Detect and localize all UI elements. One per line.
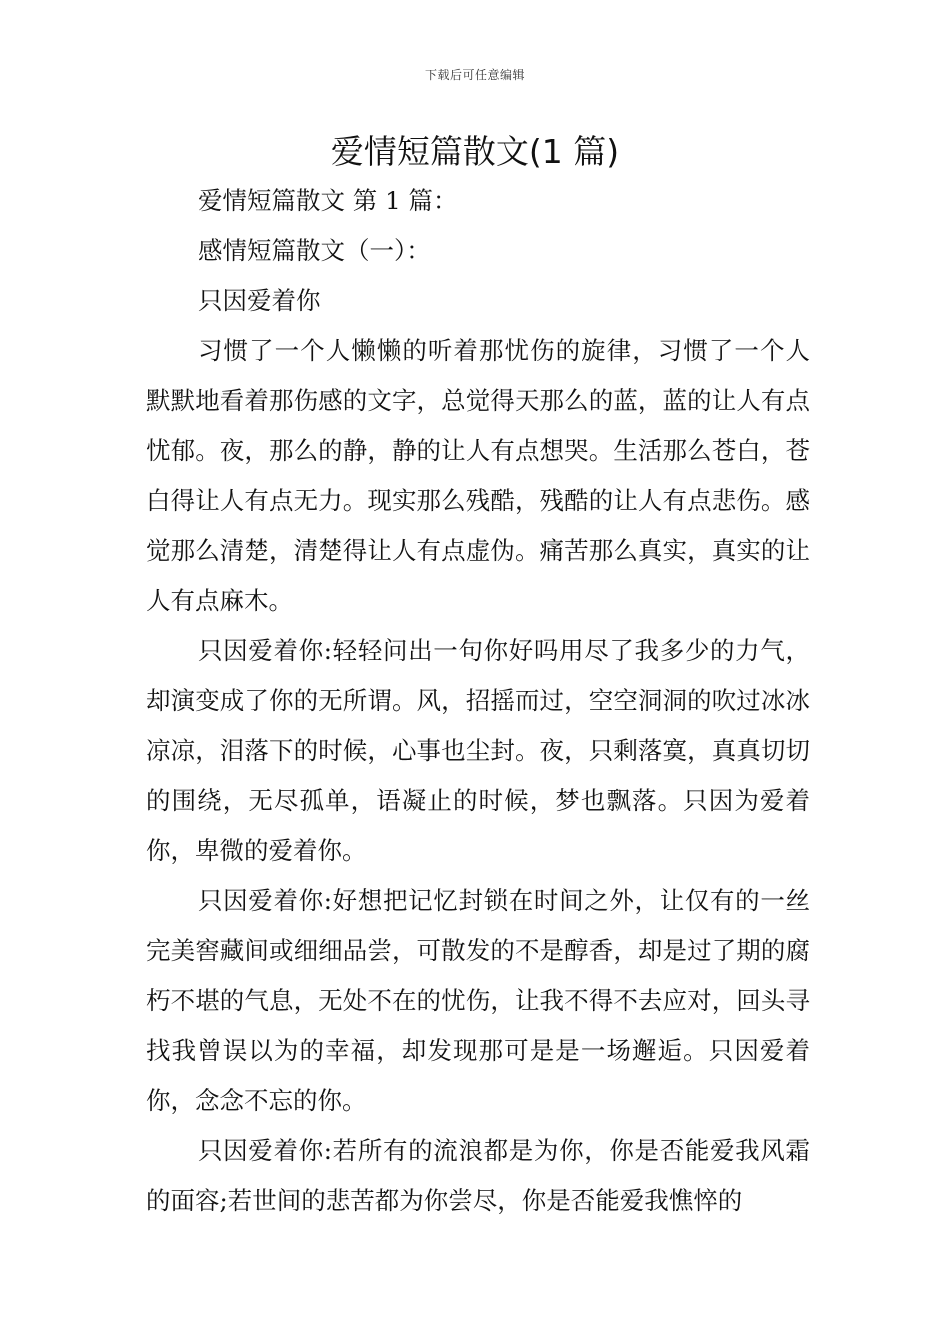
intro-line-chapter: 爱情短篇散文 第 1 篇： (198, 186, 458, 215)
document-title: 爱情短篇散文(1 篇) (330, 132, 620, 171)
intro-line-subtitle: 感情短篇散文（一）： (198, 236, 431, 265)
paragraph: 只因爱着你:好想把记忆封锁在时间之外，让仅有的一丝完美窖藏间或细细品尝，可散发的不是醇香，却是过了期的腐朽不堪的气息，无处不在的忧伤，让我不得不去应对，回头寻找我曾误以为的幸福，却发现那可是是一场邂逅。只因爱着你，念念不忘的你。 (146, 886, 810, 1115)
document-body (146, 176, 810, 1226)
intro-line-heading: 只因爱着你 (198, 286, 321, 315)
header-note: 下载后可任意编辑 (424, 68, 525, 82)
paragraph: 只因爱着你:轻轻问出一句你好吗用尽了我多少的力气，却演变成了你的无所谓。风，招摇而过，空空洞洞的吹过冰冰凉凉，泪落下的时候，心事也尘封。夜，只剩落寞，真真切切的围绕，无尽孤单，语凝止的时候，梦也飘落。只因为爱着你，卑微的爱着你。 (146, 636, 810, 865)
paragraph: 习惯了一个人懒懒的听着那忧伤的旋律，习惯了一个人默默地看着那伤感的文字，总觉得天那么的蓝，蓝的让人有点忧郁。夜，那么的静，静的让人有点想哭。生活那么苍白，苍白得让人有点无力。现实那么残酷，残酷的让人有点悲伤。感觉那么清楚，清楚得让人有点虚伪。痛苦那么真实，真实的让人有点麻木。 (146, 336, 810, 615)
paragraph: 只因爱着你:若所有的流浪都是为你，你是否能爱我风霜的面容;若世间的悲苦都为你尝尽，你是否能爱我憔悴的 (146, 1136, 810, 1215)
